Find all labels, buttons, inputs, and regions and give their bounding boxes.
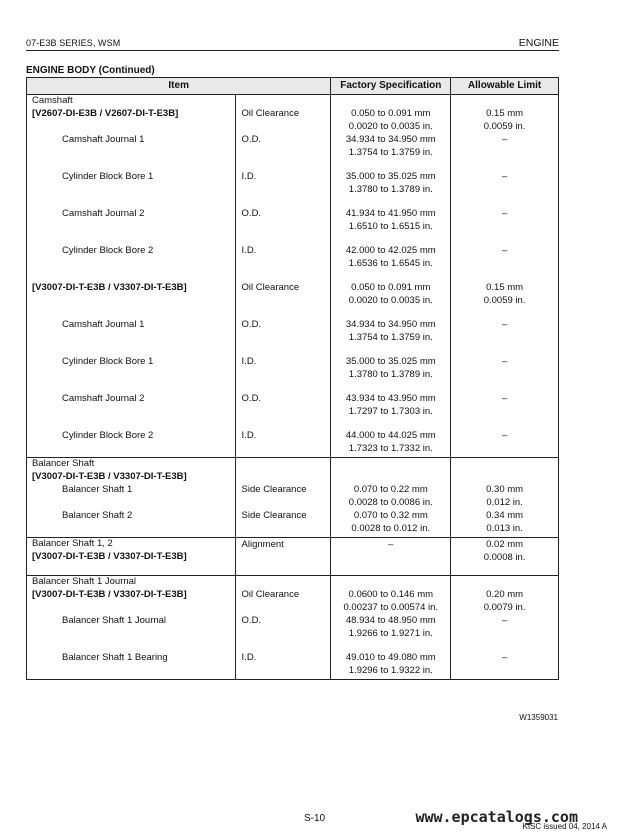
factory-spec-cell [331,509,451,538]
allowable-limit-value: 0.15 mm [486,108,524,119]
allowable-limit-cell [451,458,559,510]
item-cell [27,614,236,651]
item-cell [27,429,236,458]
factory-spec-cell [331,95,451,134]
item-cell [27,392,236,429]
measure-label: O.D. [241,615,262,626]
allowable-limit-cell [451,133,559,170]
watermark: www.epcatalogs.com [415,808,578,826]
factory-spec-value: 34.934 to 34.950 mm [345,319,436,330]
measure-label: Side Clearance [241,484,307,495]
factory-spec-value: 49.010 to 49.080 mm [345,652,436,663]
chapter-title: ENGINE [518,37,559,49]
group-label: Balancer Shaft [32,458,95,469]
spec-group [27,95,559,458]
item-label: Camshaft Journal 2 [62,393,145,404]
model-label: [V3007-DI-T-E3B / V3307-DI-T-E3B] [32,470,187,482]
factory-spec-value: 0.070 to 0.32 mm [353,510,428,521]
allowable-limit-cell [451,170,559,207]
model-label: [V2607-DI-E3B / V2607-DI-T-E3B] [32,107,179,119]
table-row [27,509,559,538]
table-row [27,355,559,392]
table-row [27,207,559,244]
item-label: Cylinder Block Bore 2 [62,245,154,256]
item-cell [27,133,236,170]
allowable-limit-cell [451,207,559,244]
allowable-limit-cell [451,244,559,281]
item-cell [27,207,236,244]
table-row [27,318,559,355]
allowable-limit-value: 0.02 mm [486,539,524,550]
allowable-limit-value: – [501,134,508,145]
item-label: Cylinder Block Bore 2 [62,430,154,441]
allowable-limit-cell [451,614,559,651]
table-row [27,538,559,576]
item-cell [27,538,236,576]
factory-spec-cell [331,244,451,281]
measure-label: I.D. [241,245,257,256]
measure-cell [235,281,331,318]
allowable-limit-cell [451,392,559,429]
allowable-limit-cell [451,429,559,458]
allowable-limit-value: – [501,615,508,626]
spec-group [27,576,559,680]
measure-label: I.D. [241,356,257,367]
factory-spec-value: 1.3780 to 1.3789 in. [348,183,433,195]
factory-spec-value: 0.050 to 0.091 mm [351,282,431,293]
factory-spec-value: 42.000 to 42.025 mm [345,245,436,256]
page-number: S-10 [303,813,326,824]
section-title: ENGINE BODY (Continued) [26,65,155,76]
factory-spec-cell [331,170,451,207]
table-row [27,576,559,615]
factory-spec-value: 43.934 to 43.950 mm [345,393,436,404]
factory-spec-cell [331,458,451,510]
item-cell [27,509,236,538]
factory-spec-cell [331,207,451,244]
document-series: 07-E3B SERIES, WSM [26,38,121,48]
measure-label: Side Clearance [241,510,307,521]
allowable-limit-cell [451,576,559,615]
factory-spec-value: 1.7297 to 1.7303 in. [348,405,433,417]
factory-spec-value: – [388,539,394,550]
factory-spec-cell [331,392,451,429]
measure-cell [235,318,331,355]
factory-spec-value: 35.000 to 35.025 mm [345,356,436,367]
group-label: Balancer Shaft 1, 2 [32,538,113,549]
measure-cell [235,429,331,458]
item-label: Cylinder Block Bore 1 [62,356,154,367]
section-code: W1359031 [519,713,558,722]
factory-spec-value: 1.9266 to 1.9271 in. [348,627,433,639]
measure-label: O.D. [241,393,262,404]
allowable-limit-cell [451,355,559,392]
allowable-limit-cell [451,281,559,318]
item-cell [27,318,236,355]
measure-cell [235,392,331,429]
table-row [27,95,559,134]
measure-cell [235,509,331,538]
allowable-limit-value: 0.30 mm [486,484,524,495]
item-cell [27,95,236,134]
factory-spec-value: 44.000 to 44.025 mm [345,430,436,441]
measure-label: Oil Clearance [241,282,300,293]
item-label: Balancer Shaft 1 [62,484,133,495]
factory-spec-value: 0.0028 to 0.0086 in. [348,496,433,508]
allowable-limit-value: 0.012 in. [486,496,523,508]
factory-spec-value: 1.6510 to 1.6515 in. [348,220,433,232]
measure-label: O.D. [241,134,262,145]
measure-cell [235,576,331,615]
allowable-limit-value: 0.0008 in. [483,551,526,563]
factory-spec-value: 1.3754 to 1.3759 in. [348,146,433,158]
allowable-limit-value: – [501,319,508,330]
measure-cell [235,651,331,680]
measure-cell [235,244,331,281]
table-header-row [27,78,559,95]
table-row [27,281,559,318]
factory-spec-cell [331,281,451,318]
allowable-limit-cell [451,318,559,355]
measure-cell [235,614,331,651]
measure-label: O.D. [241,208,262,219]
table-row [27,614,559,651]
item-label: Camshaft Journal 2 [62,208,145,219]
measure-label: Oil Clearance [241,108,300,119]
item-cell [27,355,236,392]
measure-cell [235,458,331,510]
measure-cell [235,95,331,134]
group-label: Camshaft [32,95,73,106]
allowable-limit-value: 0.0079 in. [483,601,526,613]
allowable-limit-value: 0.0059 in. [483,294,526,306]
item-cell [27,244,236,281]
allowable-limit-value: – [501,430,508,441]
measure-label: I.D. [241,652,257,663]
measure-label: I.D. [241,430,257,441]
model-label: [V3007-DI-T-E3B / V3307-DI-T-E3B] [32,588,187,600]
item-label: Balancer Shaft 2 [62,510,133,521]
factory-spec-value: 1.3780 to 1.3789 in. [348,368,433,380]
allowable-limit-cell [451,509,559,538]
item-cell [27,576,236,615]
table-row [27,458,559,510]
measure-cell [235,133,331,170]
allowable-limit-value: 0.15 mm [486,282,524,293]
spec-table [26,77,559,680]
model-label: [V3007-DI-T-E3B / V3307-DI-T-E3B] [32,282,187,293]
measure-label: I.D. [241,171,257,182]
allowable-limit-value: 0.0059 in. [483,120,526,132]
header-factory-spec: Factory Specification [331,78,451,95]
model-label: [V3007-DI-T-E3B / V3307-DI-T-E3B] [32,550,187,562]
factory-spec-cell [331,429,451,458]
issue-info: KISC issued 04, 2014 A [522,822,607,831]
item-cell [27,281,236,318]
allowable-limit-value: – [501,652,508,663]
factory-spec-value: 0.070 to 0.22 mm [353,484,428,495]
table-row [27,133,559,170]
factory-spec-cell [331,133,451,170]
measure-cell [235,170,331,207]
header-allowable-limit: Allowable Limit [451,78,559,95]
spec-group [27,458,559,538]
factory-spec-cell [331,355,451,392]
factory-spec-value: 0.0028 to 0.012 in. [351,522,431,534]
allowable-limit-value: 0.34 mm [486,510,524,521]
factory-spec-value: 1.7323 to 1.7332 in. [348,442,433,454]
factory-spec-cell [331,318,451,355]
item-label: Cylinder Block Bore 1 [62,171,154,182]
factory-spec-value: 1.6536 to 1.6545 in. [348,257,433,269]
measure-label: Alignment [241,539,284,550]
factory-spec-cell [331,576,451,615]
allowable-limit-cell [451,651,559,680]
table-row [27,244,559,281]
factory-spec-cell [331,651,451,680]
factory-spec-value: 0.0600 to 0.146 mm [348,589,434,600]
table-row [27,651,559,680]
factory-spec-value: 34.934 to 34.950 mm [345,134,436,145]
header-divider [26,50,559,51]
item-label: Balancer Shaft 1 Bearing [62,652,168,663]
allowable-limit-cell [451,538,559,576]
table-row [27,170,559,207]
allowable-limit-value: 0.20 mm [486,589,524,600]
factory-spec-value: 41.934 to 41.950 mm [345,208,436,219]
factory-spec-value: 48.934 to 48.950 mm [345,615,436,626]
allowable-limit-value: – [501,245,508,256]
group-label: Balancer Shaft 1 Journal [32,576,137,587]
item-cell [27,170,236,207]
allowable-limit-value: – [501,208,508,219]
factory-spec-value: 0.00237 to 0.00574 in. [343,601,439,613]
allowable-limit-value: – [501,171,508,182]
factory-spec-value: 35.000 to 35.025 mm [345,171,436,182]
item-cell [27,458,236,510]
allowable-limit-value: – [501,393,508,404]
spec-group [27,538,559,576]
factory-spec-cell [331,614,451,651]
factory-spec-cell [331,538,451,576]
factory-spec-value: 1.9296 to 1.9322 in. [348,664,433,676]
table-row [27,429,559,458]
header-item: Item [27,78,331,95]
measure-cell [235,207,331,244]
allowable-limit-value: – [501,356,508,367]
factory-spec-value: 0.0020 to 0.0035 in. [348,294,433,306]
item-label: Balancer Shaft 1 Journal [62,615,167,626]
factory-spec-value: 0.0020 to 0.0035 in. [348,120,433,132]
measure-cell [235,538,331,576]
factory-spec-value: 0.050 to 0.091 mm [351,108,431,119]
item-cell [27,651,236,680]
measure-label: O.D. [241,319,262,330]
allowable-limit-cell [451,95,559,134]
measure-label: Oil Clearance [241,589,300,600]
measure-cell [235,355,331,392]
factory-spec-value: 1.3754 to 1.3759 in. [348,331,433,343]
allowable-limit-value: 0.013 in. [486,522,523,534]
table-row [27,392,559,429]
item-label: Camshaft Journal 1 [62,319,145,330]
item-label: Camshaft Journal 1 [62,134,145,145]
